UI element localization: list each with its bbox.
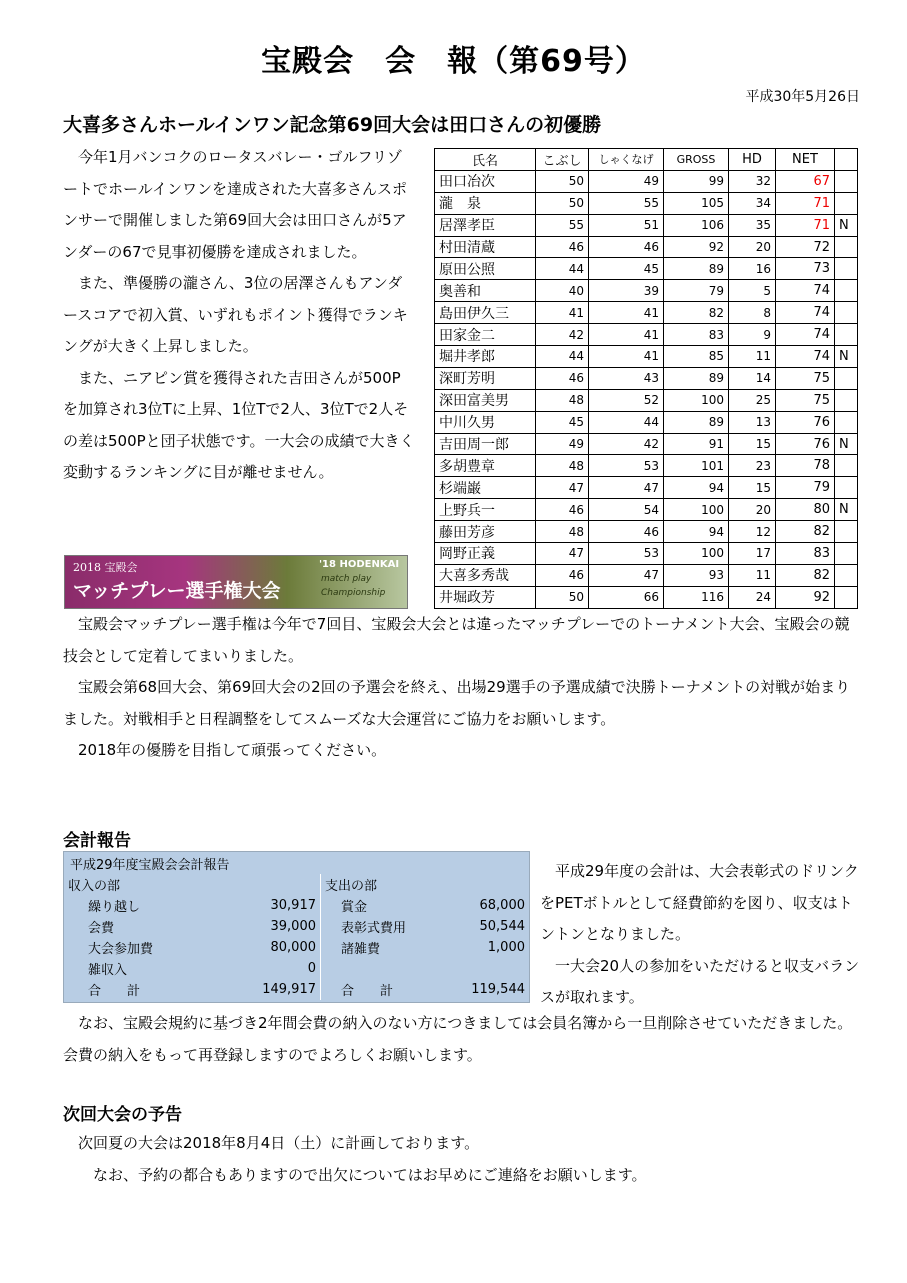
hd-cell: 23 bbox=[729, 455, 776, 477]
net-cell: 71 bbox=[776, 192, 835, 214]
table-row bbox=[435, 280, 858, 302]
kobushi-cell: 47 bbox=[536, 477, 589, 499]
net-cell: 75 bbox=[776, 367, 835, 389]
net-cell: 80 bbox=[776, 499, 835, 521]
kobushi-cell: 44 bbox=[536, 258, 589, 280]
headline: 大喜多さんホールインワン記念第69回大会は田口さんの初優勝 bbox=[63, 114, 602, 136]
mark-cell bbox=[835, 411, 858, 433]
issue-date: 平成30年5月26日 bbox=[745, 89, 860, 105]
mark-cell bbox=[835, 586, 858, 608]
col-hd: HD bbox=[729, 149, 776, 171]
kobushi-cell: 44 bbox=[536, 346, 589, 368]
table-row bbox=[435, 170, 858, 192]
hd-cell: 9 bbox=[729, 324, 776, 346]
col-shakunage: しゃくなげ bbox=[589, 149, 664, 171]
shakunage-cell: 46 bbox=[589, 236, 664, 258]
expense-label: 合 計 bbox=[341, 984, 394, 999]
banner-english-sub: match play bbox=[321, 574, 372, 584]
expense-value: 68,000 bbox=[479, 898, 525, 913]
accounting-summary bbox=[540, 856, 860, 1014]
gross-cell: 99 bbox=[664, 170, 729, 192]
shakunage-cell: 46 bbox=[589, 521, 664, 543]
expense-label: 諸雑費 bbox=[341, 942, 381, 957]
membership-note: なお、宝殿会規約に基づき2年間会費の納入のない方につきましては会員名簿から一旦削除させていただきました。会費の納入をもって再登録しますのでよろしくお願いします。 bbox=[63, 1014, 853, 1064]
expense-label: 賞金 bbox=[341, 900, 368, 915]
match-paragraph: 宝殿会第68回大会、第69回大会の2回の予選会を終え、出場29選手の予選成績で決勝トーナメントの対戦が始まりました。対戦相手と日程調整をしてスムーズな大会運営にご協力をお願いします。 bbox=[63, 678, 851, 728]
income-value: 0 bbox=[212, 958, 321, 979]
name-cell: 瀧 泉 bbox=[435, 192, 536, 214]
gross-cell: 100 bbox=[664, 389, 729, 411]
gross-cell: 89 bbox=[664, 258, 729, 280]
ledger-row bbox=[64, 895, 529, 916]
shakunage-cell: 66 bbox=[589, 586, 664, 608]
kobushi-cell: 46 bbox=[536, 236, 589, 258]
table-row bbox=[435, 214, 858, 236]
shakunage-cell: 45 bbox=[589, 258, 664, 280]
mark-cell: N bbox=[835, 214, 858, 236]
match-paragraph: 宝殿会マッチプレー選手権は今年で7回目、宝殿会大会とは違ったマッチプレーでのトーナメント大会、宝殿会の競技会として定着してまいりました。 bbox=[63, 615, 850, 665]
name-cell: 吉田周一郎 bbox=[435, 433, 536, 455]
kobushi-cell: 55 bbox=[536, 214, 589, 236]
net-cell: 78 bbox=[776, 455, 835, 477]
gross-cell: 89 bbox=[664, 411, 729, 433]
table-row bbox=[435, 236, 858, 258]
mark-cell bbox=[835, 280, 858, 302]
gross-cell: 106 bbox=[664, 214, 729, 236]
income-label: 雑収入 bbox=[88, 963, 128, 978]
net-cell: 67 bbox=[776, 170, 835, 192]
table-row bbox=[435, 433, 858, 455]
intro-paragraph: 今年1月バンコクのロータスバレー・ゴルフリゾートでホールインワンを達成された大喜多さんスポンサーで開催しました第69回大会は田口さんが5アンダーの67で見事初優勝を達成されました。 bbox=[63, 148, 407, 261]
income-value: 149,917 bbox=[212, 979, 321, 1000]
shakunage-cell: 44 bbox=[589, 411, 664, 433]
name-cell: 奥善和 bbox=[435, 280, 536, 302]
table-row bbox=[435, 586, 858, 608]
mark-cell bbox=[835, 170, 858, 192]
income-label: 大会参加費 bbox=[88, 942, 154, 957]
income-value: 30,917 bbox=[212, 895, 321, 916]
shakunage-cell: 51 bbox=[589, 214, 664, 236]
next-event-heading: 次回大会の予告 bbox=[63, 1105, 182, 1125]
table-row bbox=[435, 543, 858, 565]
name-cell: 杉端巌 bbox=[435, 477, 536, 499]
intro-section bbox=[63, 142, 415, 489]
hd-cell: 34 bbox=[729, 192, 776, 214]
hd-cell: 20 bbox=[729, 236, 776, 258]
col-net: NET bbox=[776, 149, 835, 171]
score-table bbox=[434, 148, 858, 609]
name-cell: 中川久男 bbox=[435, 411, 536, 433]
table-row bbox=[435, 192, 858, 214]
banner-english-title: '18 HODENKAI bbox=[319, 559, 400, 570]
mark-cell bbox=[835, 236, 858, 258]
kobushi-cell: 47 bbox=[536, 543, 589, 565]
shakunage-cell: 42 bbox=[589, 433, 664, 455]
income-label: 会費 bbox=[88, 921, 115, 936]
hd-cell: 13 bbox=[729, 411, 776, 433]
shakunage-cell: 54 bbox=[589, 499, 664, 521]
ledger-row bbox=[64, 958, 529, 979]
name-cell: 藤田芳彦 bbox=[435, 521, 536, 543]
col-gross: GROSS bbox=[664, 149, 729, 171]
name-cell: 上野兵一 bbox=[435, 499, 536, 521]
kobushi-cell: 41 bbox=[536, 302, 589, 324]
gross-cell: 89 bbox=[664, 367, 729, 389]
income-heading: 収入の部 bbox=[64, 874, 321, 895]
table-row bbox=[435, 455, 858, 477]
hd-cell: 20 bbox=[729, 499, 776, 521]
shakunage-cell: 47 bbox=[589, 564, 664, 586]
net-cell: 72 bbox=[776, 236, 835, 258]
net-cell: 82 bbox=[776, 521, 835, 543]
col-mark bbox=[835, 149, 858, 171]
net-cell: 71 bbox=[776, 214, 835, 236]
mark-cell bbox=[835, 521, 858, 543]
expense-value: 50,544 bbox=[479, 919, 525, 934]
table-row bbox=[435, 302, 858, 324]
accounting-table bbox=[63, 851, 530, 1003]
net-cell: 74 bbox=[776, 280, 835, 302]
gross-cell: 93 bbox=[664, 564, 729, 586]
name-cell: 島田伊久三 bbox=[435, 302, 536, 324]
name-cell: 井堀政芳 bbox=[435, 586, 536, 608]
hd-cell: 12 bbox=[729, 521, 776, 543]
hd-cell: 5 bbox=[729, 280, 776, 302]
mark-cell bbox=[835, 302, 858, 324]
expense-value bbox=[455, 958, 529, 979]
gross-cell: 82 bbox=[664, 302, 729, 324]
accounting-caption: 平成29年度宝殿会会計報告 bbox=[70, 858, 230, 873]
gross-cell: 116 bbox=[664, 586, 729, 608]
name-cell: 深町芳明 bbox=[435, 367, 536, 389]
mark-cell: N bbox=[835, 433, 858, 455]
gross-cell: 100 bbox=[664, 499, 729, 521]
table-row bbox=[435, 477, 858, 499]
accounting-summary-text: 平成29年度の会計は、大会表彰式のドリンクをPETボトルとして経費節約を図り、収支はトントンとなりました。 一大会20人の参加をいただけると収支バランスが取れます。 bbox=[540, 862, 860, 1006]
hd-cell: 24 bbox=[729, 586, 776, 608]
hd-cell: 11 bbox=[729, 346, 776, 368]
net-cell: 82 bbox=[776, 564, 835, 586]
net-cell: 79 bbox=[776, 477, 835, 499]
next-event-section bbox=[63, 1128, 863, 1191]
table-row bbox=[435, 367, 858, 389]
banner-english-sub: Championship bbox=[321, 588, 386, 598]
shakunage-cell: 52 bbox=[589, 389, 664, 411]
col-name: 氏名 bbox=[435, 149, 536, 171]
mark-cell bbox=[835, 192, 858, 214]
expense-value: 119,544 bbox=[471, 982, 525, 997]
name-cell: 原田公照 bbox=[435, 258, 536, 280]
gross-cell: 94 bbox=[664, 521, 729, 543]
kobushi-cell: 50 bbox=[536, 170, 589, 192]
table-row bbox=[435, 411, 858, 433]
shakunage-cell: 41 bbox=[589, 302, 664, 324]
col-kobushi: こぶし bbox=[536, 149, 589, 171]
net-cell: 76 bbox=[776, 433, 835, 455]
name-cell: 深田富美男 bbox=[435, 389, 536, 411]
expense-label: 表彰式費用 bbox=[341, 921, 407, 936]
expense-label bbox=[321, 958, 456, 979]
name-cell: 岡野正義 bbox=[435, 543, 536, 565]
shakunage-cell: 49 bbox=[589, 170, 664, 192]
banner-title: マッチプレー選手権大会 bbox=[73, 580, 281, 602]
gross-cell: 100 bbox=[664, 543, 729, 565]
banner-year-label: 2018 宝殿会 bbox=[73, 561, 138, 574]
gross-cell: 94 bbox=[664, 477, 729, 499]
mark-cell bbox=[835, 455, 858, 477]
ledger-row bbox=[64, 979, 529, 1000]
hd-cell: 14 bbox=[729, 367, 776, 389]
next-event-line: 次回夏の大会は2018年8月4日（土）に計画しております。 bbox=[63, 1134, 480, 1152]
table-row bbox=[435, 499, 858, 521]
net-cell: 74 bbox=[776, 324, 835, 346]
mark-cell bbox=[835, 389, 858, 411]
shakunage-cell: 47 bbox=[589, 477, 664, 499]
kobushi-cell: 42 bbox=[536, 324, 589, 346]
intro-paragraph: また、ニアピン賞を獲得された吉田さんが500Pを加算され3位Tに上昇、1位Tで2人、3位Tで2人その差は500Pと団子状態です。一大会の成績で大きく変動するランキングに目が離せません。 bbox=[63, 368, 415, 481]
accounting-heading: 会計報告 bbox=[63, 831, 131, 851]
kobushi-cell: 45 bbox=[536, 411, 589, 433]
shakunage-cell: 55 bbox=[589, 192, 664, 214]
gross-cell: 85 bbox=[664, 346, 729, 368]
kobushi-cell: 40 bbox=[536, 280, 589, 302]
gross-cell: 91 bbox=[664, 433, 729, 455]
gross-cell: 105 bbox=[664, 192, 729, 214]
shakunage-cell: 41 bbox=[589, 324, 664, 346]
table-row bbox=[435, 521, 858, 543]
shakunage-cell: 41 bbox=[589, 346, 664, 368]
kobushi-cell: 49 bbox=[536, 433, 589, 455]
net-cell: 74 bbox=[776, 302, 835, 324]
gross-cell: 92 bbox=[664, 236, 729, 258]
newsletter-title: 宝殿会 会 報（第69号） bbox=[261, 44, 646, 79]
mark-cell bbox=[835, 564, 858, 586]
income-label: 合 計 bbox=[88, 984, 141, 999]
mark-cell bbox=[835, 258, 858, 280]
name-cell: 田家金二 bbox=[435, 324, 536, 346]
hd-cell: 17 bbox=[729, 543, 776, 565]
ledger-row bbox=[64, 937, 529, 958]
kobushi-cell: 48 bbox=[536, 389, 589, 411]
next-event-line: なお、予約の都合もありますので出欠についてはお早めにご連絡をお願いします。 bbox=[63, 1165, 647, 1184]
score-header-row bbox=[435, 149, 858, 171]
expense-heading: 支出の部 bbox=[325, 879, 378, 894]
table-row bbox=[435, 324, 858, 346]
kobushi-cell: 46 bbox=[536, 499, 589, 521]
kobushi-cell: 48 bbox=[536, 521, 589, 543]
gross-cell: 101 bbox=[664, 455, 729, 477]
income-value: 80,000 bbox=[212, 937, 321, 958]
name-cell: 大喜多秀哉 bbox=[435, 564, 536, 586]
hd-cell: 8 bbox=[729, 302, 776, 324]
hd-cell: 11 bbox=[729, 564, 776, 586]
shakunage-cell: 53 bbox=[589, 455, 664, 477]
net-cell: 75 bbox=[776, 389, 835, 411]
hd-cell: 16 bbox=[729, 258, 776, 280]
net-cell: 73 bbox=[776, 258, 835, 280]
kobushi-cell: 46 bbox=[536, 564, 589, 586]
net-cell: 92 bbox=[776, 586, 835, 608]
hd-cell: 15 bbox=[729, 477, 776, 499]
kobushi-cell: 50 bbox=[536, 192, 589, 214]
ledger-row bbox=[64, 916, 529, 937]
net-cell: 83 bbox=[776, 543, 835, 565]
kobushi-cell: 50 bbox=[536, 586, 589, 608]
name-cell: 田口冶次 bbox=[435, 170, 536, 192]
match-paragraph: 2018年の優勝を目指して頑張ってください。 bbox=[63, 741, 387, 759]
table-row bbox=[435, 258, 858, 280]
match-play-section bbox=[63, 609, 863, 767]
shakunage-cell: 39 bbox=[589, 280, 664, 302]
gross-cell: 83 bbox=[664, 324, 729, 346]
mark-cell: N bbox=[835, 346, 858, 368]
hd-cell: 15 bbox=[729, 433, 776, 455]
mark-cell bbox=[835, 367, 858, 389]
hd-cell: 32 bbox=[729, 170, 776, 192]
table-row bbox=[435, 564, 858, 586]
name-cell: 居澤孝臣 bbox=[435, 214, 536, 236]
name-cell: 多胡豊章 bbox=[435, 455, 536, 477]
shakunage-cell: 43 bbox=[589, 367, 664, 389]
intro-paragraph: また、準優勝の瀧さん、3位の居澤さんもアンダースコアで初入賞、いずれもポイント獲得でランキングが大きく上昇しました。 bbox=[63, 274, 408, 355]
mark-cell: N bbox=[835, 499, 858, 521]
table-row bbox=[435, 389, 858, 411]
income-value: 39,000 bbox=[212, 916, 321, 937]
name-cell: 村田清蔵 bbox=[435, 236, 536, 258]
gross-cell: 79 bbox=[664, 280, 729, 302]
shakunage-cell: 53 bbox=[589, 543, 664, 565]
kobushi-cell: 46 bbox=[536, 367, 589, 389]
mark-cell bbox=[835, 543, 858, 565]
kobushi-cell: 48 bbox=[536, 455, 589, 477]
mark-cell bbox=[835, 477, 858, 499]
hd-cell: 25 bbox=[729, 389, 776, 411]
expense-value: 1,000 bbox=[487, 940, 525, 955]
hd-cell: 35 bbox=[729, 214, 776, 236]
mark-cell bbox=[835, 324, 858, 346]
name-cell: 堀井孝郎 bbox=[435, 346, 536, 368]
net-cell: 74 bbox=[776, 346, 835, 368]
income-label: 繰り越し bbox=[88, 900, 141, 915]
match-play-banner bbox=[64, 555, 408, 609]
net-cell: 76 bbox=[776, 411, 835, 433]
table-row bbox=[435, 346, 858, 368]
